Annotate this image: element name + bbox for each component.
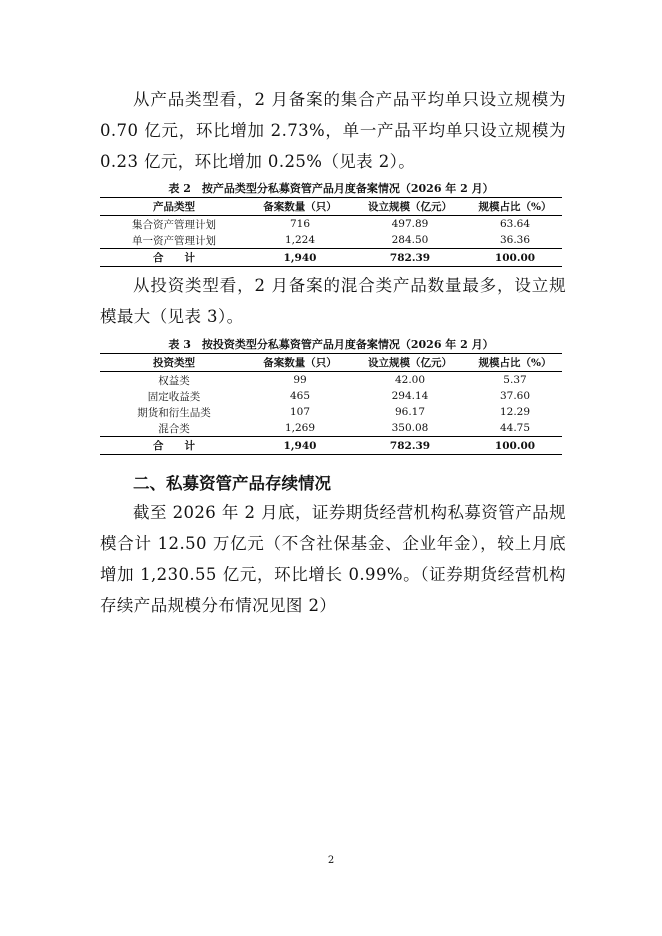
table-total-row	[100, 249, 562, 267]
table-row	[100, 420, 562, 437]
table-cell: 期货和衍生品类	[137, 406, 211, 419]
paragraph-text: 从投资类型看，2 月备案的混合类产品数量最多，设立规模最大（见表 3）。	[100, 276, 566, 326]
table-header-cell: 备案数量（只）	[248, 354, 352, 372]
table-header-row	[100, 354, 562, 372]
table-row	[100, 372, 562, 389]
table-total-row	[100, 437, 562, 455]
table-cell: 1,940	[248, 249, 352, 267]
paragraph-text: 从产品类型看，2 月备案的集合产品平均单只设立规模为 0.70 亿元，环比增加 2.73%，单一产品平均单只设立规模为 0.23 亿元，环比增加 0.25%（见表 2）。	[100, 90, 566, 171]
table-header-cell: 产品类型	[100, 198, 248, 216]
table-header-cell: 备案数量（只）	[248, 198, 352, 216]
table3-caption: 表 3 按投资类型分私募资管产品月度备案情况（2026 年 2 月）	[168, 338, 494, 351]
table-cell: 284.50	[391, 234, 429, 246]
table-header-cell: 投资类型	[100, 354, 248, 372]
table-cell: 96.17	[394, 406, 426, 418]
table-row	[100, 388, 562, 404]
table-cell: 12.29	[499, 406, 531, 418]
table-cell: 1,940	[248, 437, 352, 455]
table-header-cell: 规模占比（%）	[468, 198, 562, 216]
table-cell: 350.08	[391, 422, 429, 434]
table-cell: 1,269	[284, 422, 316, 434]
table-header-row	[100, 198, 562, 216]
paragraph-product-type	[100, 84, 566, 177]
paragraph-outstanding-scale	[100, 497, 566, 621]
table-cell: 63.64	[499, 218, 531, 230]
table-cell: 37.60	[499, 390, 531, 402]
table-cell: 1,224	[284, 234, 316, 246]
table-cell: 782.39	[352, 249, 468, 267]
table2	[100, 197, 562, 267]
table-cell: 497.89	[391, 218, 429, 230]
table-row	[100, 404, 562, 420]
table-row	[100, 216, 562, 233]
table-cell: 单一资产管理计划	[132, 234, 216, 247]
table-cell: 107	[289, 406, 311, 418]
table3	[100, 353, 562, 455]
table-cell: 716	[289, 218, 311, 230]
table-cell: 合 计	[100, 437, 248, 455]
table-cell: 5.37	[503, 374, 527, 386]
table-cell: 44.75	[499, 422, 531, 434]
table-cell: 99	[293, 374, 307, 386]
table-cell: 294.14	[391, 390, 429, 402]
paragraph-text: 截至 2026 年 2 月底，证券期货经营机构私募资管产品规模合计 12.50 万亿元（不含社保基金、企业年金），较上月底增加 1,230.55 亿元，环比增长 0.99%。（证券期货经营机构存续产品规模分布情况见图 2）	[100, 503, 566, 615]
table-cell: 465	[289, 390, 311, 402]
table-cell: 42.00	[394, 374, 426, 386]
table-cell: 100.00	[468, 437, 562, 455]
table-cell: 合 计	[100, 249, 248, 267]
table-header-cell: 设立规模（亿元）	[352, 198, 468, 216]
table-row	[100, 232, 562, 249]
table-cell: 36.36	[499, 234, 531, 246]
paragraph-investment-type	[100, 270, 566, 332]
page-number: 2	[327, 855, 335, 866]
table-header-cell: 设立规模（亿元）	[352, 354, 468, 372]
table-cell: 集合资产管理计划	[132, 218, 216, 231]
table-cell: 权益类	[158, 374, 190, 387]
table-header-cell: 规模占比（%）	[468, 354, 562, 372]
table-cell: 混合类	[158, 422, 190, 435]
section-heading: 二、私募资管产品存续情况	[133, 474, 331, 493]
table-cell: 782.39	[352, 437, 468, 455]
table2-caption: 表 2 按产品类型分私募资管产品月度备案情况（2026 年 2 月）	[168, 182, 494, 195]
table-cell: 固定收益类	[147, 390, 201, 403]
table-cell: 100.00	[468, 249, 562, 267]
